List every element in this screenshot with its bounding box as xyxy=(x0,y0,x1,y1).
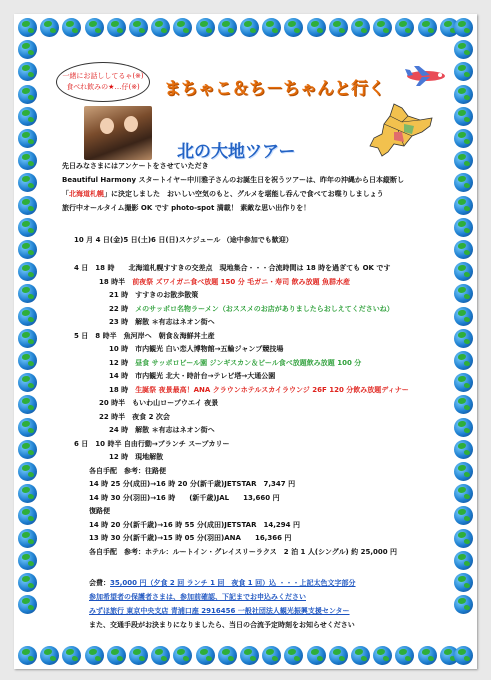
globe-icon xyxy=(18,595,37,614)
globe-icon xyxy=(18,62,37,81)
bubble-line-1: 一緒にお話ししてるゃ(※) xyxy=(62,72,144,80)
agency-line: みずほ旅行 東京中央支店 青浦口座 2916456 一般社団法人観光振興支援センター xyxy=(89,607,350,615)
schedule-row xyxy=(74,264,390,273)
hokkaido-map-icon xyxy=(364,102,436,158)
globe-icon xyxy=(18,395,37,414)
schedule-time: 20 時半 もいわ山ロープウエイ 夜景 xyxy=(99,399,219,407)
globe-icon xyxy=(454,151,473,170)
schedule-highlight: メのサッポロ名物ラーメン（おススメのお店がありましたらおしえてくださいね） xyxy=(135,304,394,313)
globe-icon xyxy=(307,646,326,665)
globe-icon xyxy=(454,40,473,59)
globe-icon xyxy=(454,351,473,370)
globe-icon xyxy=(196,18,215,37)
globe-icon xyxy=(196,646,215,665)
globe-icon xyxy=(454,329,473,348)
schedule-time: 18 時 xyxy=(109,385,136,394)
globe-icon xyxy=(454,484,473,503)
destination-highlight: 北海道札幌 xyxy=(69,190,104,198)
document-page xyxy=(14,14,477,669)
globe-icon xyxy=(18,373,37,392)
airplane-icon xyxy=(404,64,450,88)
globe-icon xyxy=(454,18,473,37)
globe-icon xyxy=(18,196,37,215)
globe-icon xyxy=(18,484,37,503)
globe-icon xyxy=(129,646,148,665)
schedule-row xyxy=(99,413,170,422)
globe-icon xyxy=(129,18,148,37)
globe-icon xyxy=(454,262,473,281)
globe-icon xyxy=(18,462,37,481)
globe-icon xyxy=(18,18,37,37)
globe-icon xyxy=(454,373,473,392)
globe-icon xyxy=(240,646,259,665)
schedule-row xyxy=(89,548,397,557)
schedule-time: 22 時半 夜食 2 次会 xyxy=(99,412,170,421)
globe-icon xyxy=(18,329,37,348)
globe-icon xyxy=(18,40,37,59)
globe-icon xyxy=(240,18,259,37)
globe-icon xyxy=(329,646,348,665)
globe-icon xyxy=(173,18,192,37)
schedule-row xyxy=(74,332,215,341)
fee-line xyxy=(89,579,356,588)
globe-icon xyxy=(18,646,37,665)
schedule-time: 14 時 20 分(新千歳)→16 時 55 分(成田)JETSTAR 14,294 円 xyxy=(89,520,300,529)
notice-line: 参加希望者の保護者さまは、参加前確認、下記までお申込みください xyxy=(89,593,306,601)
closing-line: また、交通手段がお決まりになりましたら、当日の合流予定時刻をお知らせください xyxy=(89,621,355,629)
globe-icon xyxy=(18,351,37,370)
globe-icon xyxy=(218,646,237,665)
schedule-time: 10 時 市内観光 白い恋人博物館→五輪ジャンプ競技場 xyxy=(109,345,284,353)
intro-rest: 」に決定しました おいしい空気のもと、グルメを堪能し呑んで食べてお喋りしましょう xyxy=(104,190,384,198)
intro-line: 旅行中オールタイム撮影 OK です photo-spot 満載！ 素敵な思い出作りを！ xyxy=(62,204,311,212)
schedule-time: 4 日 18 時 北海道札幌すすきの交差点 現地集合・・・合流時間は 18 時を過ぎても OK です xyxy=(74,264,391,272)
globe-icon xyxy=(62,646,81,665)
globe-icon xyxy=(151,646,170,665)
globe-icon xyxy=(18,307,37,326)
fee-value: 35,000 円（夕食 2 回 ランチ 1 回 夜食 1 回）込 ・・・上記太色文字部分 xyxy=(110,579,356,587)
schedule-row xyxy=(99,399,218,408)
schedule-time: 5 日 8 時半 魚河岸へ 朝食＆海鮮丼土産 xyxy=(74,331,215,340)
schedule-row xyxy=(109,426,215,435)
globe-icon xyxy=(218,18,237,37)
globe-icon xyxy=(151,18,170,37)
photo xyxy=(84,106,152,160)
schedule-time: 23 時 解散 ＊有志はネオン街へ xyxy=(109,318,215,326)
schedule-time: 復路便 xyxy=(89,507,110,515)
globe-icon xyxy=(351,18,370,37)
globe-icon xyxy=(454,418,473,437)
schedule-time: 24 時 解散 ＊有志はネオン街へ xyxy=(109,426,215,434)
globe-icon xyxy=(373,18,392,37)
intro-line: Beautiful Harmony スタートイヤー中川雅子さんのお誕生日を祝うツアーは、昨年の沖縄から日本縦断し xyxy=(62,176,404,184)
globe-icon xyxy=(454,62,473,81)
globe-icon xyxy=(262,18,281,37)
globe-icon xyxy=(284,646,303,665)
globe-icon xyxy=(454,173,473,192)
globe-icon xyxy=(18,173,37,192)
schedule-title: 10 月 4 日(金)5 日(土)6 日(日)スケジュール （途中参加でも歓迎） xyxy=(74,236,293,244)
globe-icon xyxy=(454,196,473,215)
schedule-row xyxy=(109,359,361,368)
globe-icon xyxy=(418,18,437,37)
globe-icon xyxy=(18,529,37,548)
schedule-highlight: 生誕祭 夜景最高！ANA クラウンホテルスカイラウンジ 26F 120 分飲み放題ディナー xyxy=(135,385,409,394)
globe-icon xyxy=(18,506,37,525)
globe-icon xyxy=(40,18,59,37)
globe-icon xyxy=(351,646,370,665)
person-face-icon xyxy=(100,118,114,134)
globe-icon xyxy=(373,646,392,665)
globe-icon xyxy=(85,646,104,665)
globe-icon xyxy=(18,107,37,126)
globe-icon xyxy=(454,646,473,665)
globe-icon xyxy=(454,440,473,459)
globe-icon xyxy=(307,18,326,37)
schedule-time: 18 時半 xyxy=(99,277,133,286)
schedule-row xyxy=(89,521,300,530)
schedule-time: 14 時 25 分(成田)→16 時 20 分(新千歳)JETSTAR 7,347 円 xyxy=(89,480,296,488)
schedule-time: 14 時 市内観光 北大・時計台→テレビ塔→大通公園 xyxy=(109,372,276,380)
schedule-row xyxy=(109,372,275,381)
schedule-row xyxy=(109,453,163,462)
globe-icon xyxy=(18,440,37,459)
globe-icon xyxy=(18,85,37,104)
speech-bubble xyxy=(56,62,150,102)
schedule-highlight: 前夜祭 ズワイガニ食べ放題 150 分 毛ガニ・寿司 飲み放題 魚群水産 xyxy=(132,277,351,286)
globe-icon xyxy=(262,646,281,665)
fee-label: 会費： xyxy=(89,579,110,587)
schedule-row xyxy=(89,467,166,476)
globe-icon xyxy=(18,151,37,170)
globe-icon xyxy=(418,646,437,665)
schedule-row xyxy=(99,278,350,287)
schedule-time: 13 時 30 分(新千歳)→15 時 05 分(羽田)ANA 16,366 円 xyxy=(89,534,292,542)
globe-icon xyxy=(454,529,473,548)
globe-icon xyxy=(107,18,126,37)
globe-icon xyxy=(454,284,473,303)
globe-icon xyxy=(454,462,473,481)
globe-icon xyxy=(40,646,59,665)
globe-icon xyxy=(454,307,473,326)
schedule-row xyxy=(109,345,283,354)
schedule-time: 22 時 xyxy=(109,304,136,313)
globe-icon xyxy=(18,262,37,281)
schedule-highlight: 昼食 サッポロビール園 ジンギスカン＆ビール食べ放題飲み放題 100 分 xyxy=(135,358,362,367)
globe-icon xyxy=(18,240,37,259)
schedule-time: 14 時 30 分(羽田)→16 時 (新千歳)JAL 13,660 円 xyxy=(89,493,280,502)
bubble-line-2: 食べれ飲みの★…仔(※) xyxy=(66,83,140,91)
globe-icon xyxy=(173,646,192,665)
globe-icon xyxy=(454,595,473,614)
globe-icon xyxy=(62,18,81,37)
globe-icon xyxy=(454,506,473,525)
schedule-row xyxy=(109,305,394,314)
globe-icon xyxy=(454,218,473,237)
globe-icon xyxy=(18,129,37,148)
globe-icon xyxy=(18,418,37,437)
schedule-time: 各自手配 参考：往路便 xyxy=(89,466,166,475)
schedule-row xyxy=(89,494,280,503)
schedule-row xyxy=(89,534,291,543)
schedule-row xyxy=(74,440,229,449)
schedule-time: 12 時 現地解散 xyxy=(109,453,164,461)
globe-icon xyxy=(18,218,37,237)
globe-icon xyxy=(454,573,473,592)
schedule-row xyxy=(109,386,409,395)
globe-icon xyxy=(284,18,303,37)
schedule-time: 各自手配 参考：ホテル：ルートイン・グレイスリーラクス 2 泊 1 人(シングル) 約 25,000 円 xyxy=(89,547,398,556)
globe-icon xyxy=(395,646,414,665)
schedule-row xyxy=(109,291,198,300)
person-face-icon xyxy=(124,116,138,132)
globe-icon xyxy=(454,551,473,570)
globe-icon xyxy=(85,18,104,37)
schedule-row xyxy=(89,480,295,489)
globe-icon xyxy=(395,18,414,37)
page-title: まちゃこ＆ち－ちゃんと行く xyxy=(164,79,385,99)
schedule-row xyxy=(89,507,110,516)
globe-icon xyxy=(18,573,37,592)
globe-icon xyxy=(107,646,126,665)
globe-icon xyxy=(454,107,473,126)
globe-icon xyxy=(454,129,473,148)
globe-icon xyxy=(454,240,473,259)
schedule-row xyxy=(109,318,215,327)
schedule-time: 12 時 xyxy=(109,358,136,367)
schedule-time: 6 日 10 時半 自由行動→ブランチ スープカリー xyxy=(74,439,230,448)
globe-icon xyxy=(329,18,348,37)
intro-line: 「北海道札幌」に決定しました おいしい空気のもと、グルメを堪能し呑んで食べてお喋りしましょう xyxy=(62,190,384,198)
schedule-time: 21 時 すすきのお散歩散策 xyxy=(109,291,199,299)
globe-icon xyxy=(18,284,37,303)
page-subtitle: 北の大地ツアー xyxy=(177,142,296,162)
globe-icon xyxy=(454,395,473,414)
globe-icon xyxy=(18,551,37,570)
globe-icon xyxy=(454,85,473,104)
intro-line: 先日みなさまにはアンケートをさせていただき xyxy=(62,162,209,170)
